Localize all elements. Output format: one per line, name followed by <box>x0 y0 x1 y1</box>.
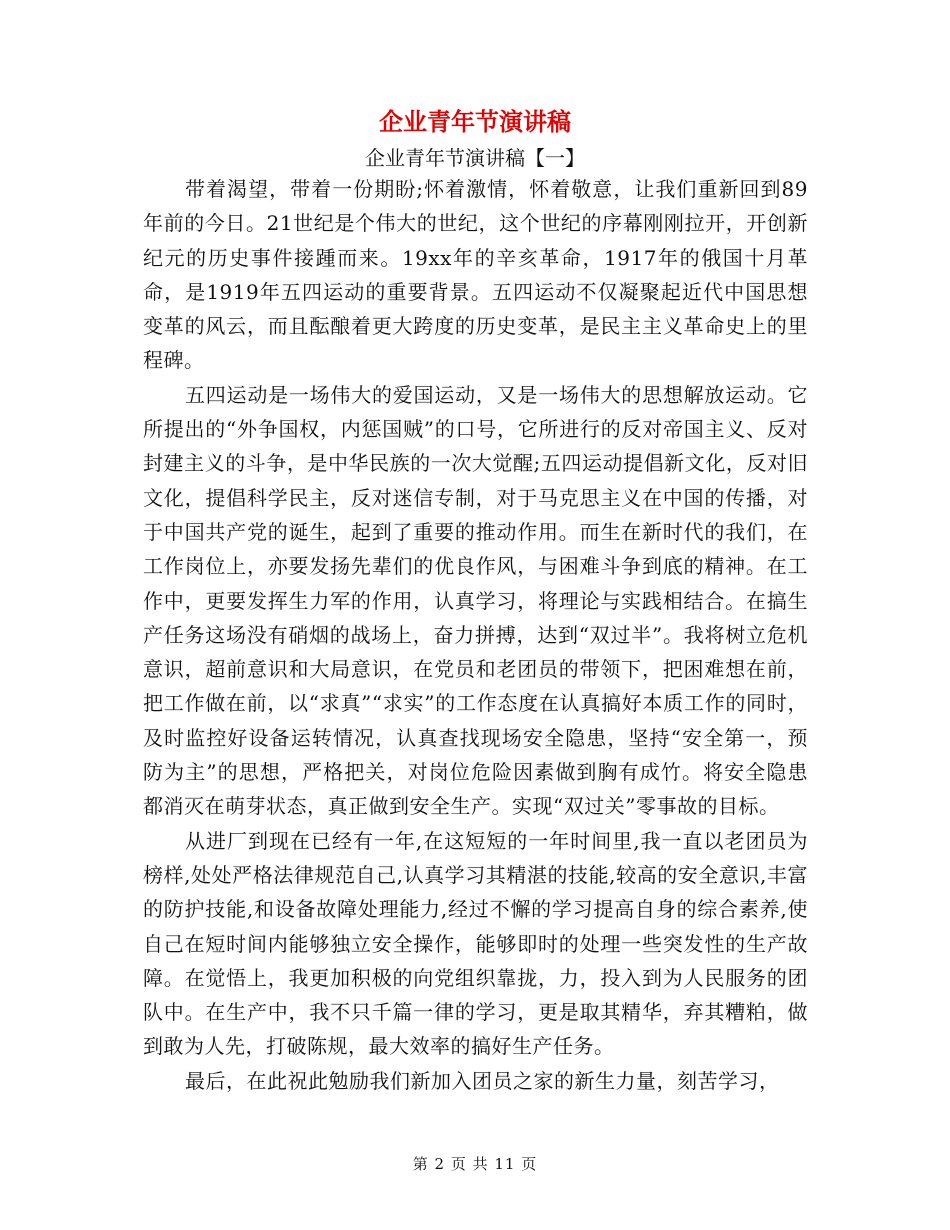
paragraph-1: 带着渴望，带着一份期盼;怀着激情，怀着敬意，让我们重新回到89年前的今日。21世纪是个伟大的世纪，这个世纪的序幕刚刚拉开，开创新纪元的历史事件接踵而来。19xx年的辛亥革命，1917年的俄国十月革命，是1919年五四运动的重要背景。五四运动不仅凝聚起近代中国思想变革的风云，而且酝酿着更大跨度的历史变革，是民主主义革命史上的里程碑。 <box>143 177 808 373</box>
document-title: 企业青年节演讲稿 <box>379 108 571 136</box>
paragraph-3: 从进厂到现在已经有一年,在这短短的一年时间里,我一直以老团员为榜样,处处严格法律规范自己,认真学习其精湛的技能,较高的安全意识,丰富的防护技能,和设备故障处理能力,经过不懈的学习提高自身的综合素养,使自己在短时间内能够独立安全操作，能够即时的处理一些突发性的生产故障。在觉悟上，我更加积极的向党组织靠拢，力，投入到为人民服务的团队中。在生产中，我不只千篇一律的学习，更是取其精华，弃其糟粕，做到敢为人先，打破陈规，最大效率的搞好生产任务。 <box>143 828 808 1059</box>
paragraph-4: 最后，在此祝此勉励我们新加入团员之家的新生力量，刻苦学习， <box>185 1068 780 1093</box>
section-heading: 企业青年节演讲稿【一】 <box>365 146 585 170</box>
page-number-footer: 第 2 页 共 11 页 <box>412 1155 538 1173</box>
document-body <box>143 172 808 1098</box>
paragraph-2: 五四运动是一场伟大的爱国运动，又是一场伟大的思想解放运动。它所提出的“外争国权，内惩国贼”的口号，它所进行的反对帝国主义、反对封建主义的斗争，是中华民族的一次大觉醒;五四运动提倡新文化，反对旧文化，提倡科学民主，反对迷信专制，对于马克思主义在中国的传播，对于中国共产党的诞生，起到了重要的推动作用。而生在新时代的我们，在工作岗位上，亦要发扬先辈们的优良作风，与困难斗争到底的精神。在工作中，更要发挥生力军的作用，认真学习，将理论与实践相结合。在搞生产任务这场没有硝烟的战场上，奋力拼搏，达到“双过半”。我将树立危机意识，超前意识和大局意识，在党员和老团员的带领下，把困难想在前，把工作做在前，以“求真”“求实”的工作态度在认真搞好本质工作的同时，及时监控好设备运转情况，认真查找现场安全隐患，坚持“安全第一，预防为主”的思想，严格把关，对岗位危险因素做到胸有成竹。将安全隐患都消灭在萌芽状态，真正做到安全生产。实现“双过关”零事故的目标。 <box>143 382 808 819</box>
